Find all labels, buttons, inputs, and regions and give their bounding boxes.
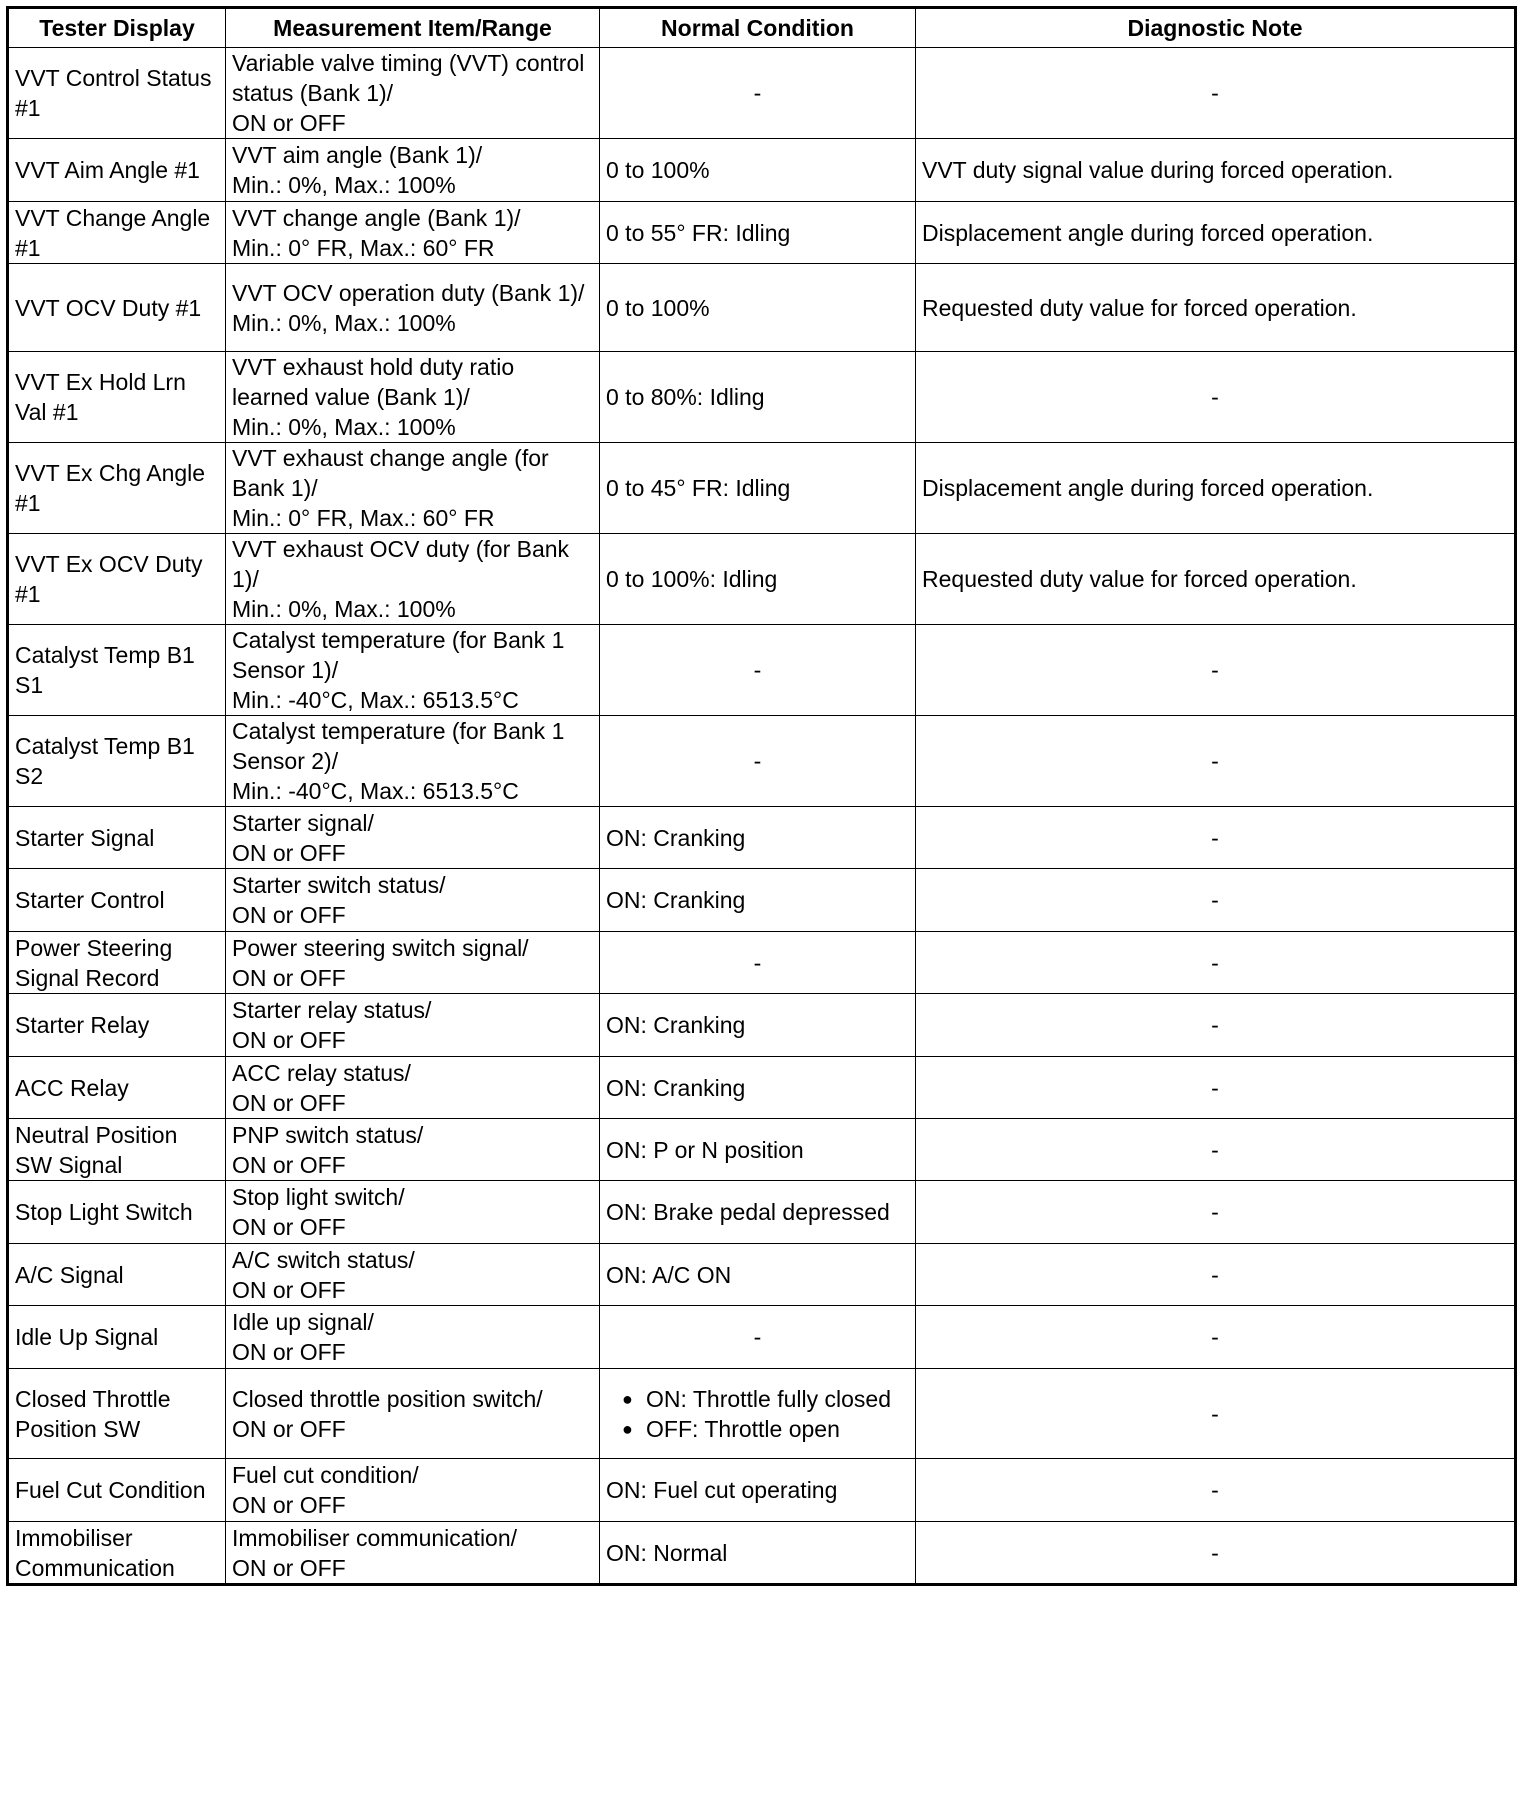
table-row bbox=[8, 1057, 1516, 1119]
normal-condition-text: ON: P or N position bbox=[606, 1136, 804, 1163]
normal-condition-cell bbox=[600, 48, 916, 139]
diagnostic-note-cell bbox=[916, 1306, 1516, 1369]
measurement-item-line: ON or OFF bbox=[232, 839, 346, 866]
tester-display-text: VVT OCV Duty #1 bbox=[15, 294, 202, 321]
table-row bbox=[8, 139, 1516, 202]
diagnostic-note-cell bbox=[916, 716, 1516, 807]
measurement-item-line: Min.: 0° FR, Max.: 60° FR bbox=[232, 505, 495, 531]
tester-display-text: VVT Change Angle #1 bbox=[15, 204, 211, 261]
tester-display-text: VVT Ex Chg Angle #1 bbox=[15, 460, 206, 516]
measurement-item-line: Min.: -40°C, Max.: 6513.5°C bbox=[232, 778, 519, 804]
diagnostic-note-text: Displacement angle during forced operation. bbox=[922, 219, 1374, 246]
diagnostic-note-cell bbox=[916, 534, 1516, 625]
diagnostic-note-text: - bbox=[1211, 949, 1219, 976]
normal-condition-cell bbox=[600, 1119, 916, 1181]
normal-condition-text: ON: Cranking bbox=[606, 1074, 746, 1101]
measurement-item-line: ON or OFF bbox=[232, 1415, 346, 1442]
measurement-item-line: Variable valve timing (VVT) control status (Bank 1)/ bbox=[232, 50, 585, 106]
tester-display-cell bbox=[8, 1057, 226, 1119]
normal-condition-text: ON: Cranking bbox=[606, 1012, 746, 1038]
table-row bbox=[8, 534, 1516, 625]
tester-display-cell bbox=[8, 1119, 226, 1181]
table-row bbox=[8, 807, 1516, 869]
measurement-item-cell bbox=[226, 352, 600, 443]
measurement-item-line: VVT exhaust hold duty ratio learned value (Bank 1)/ bbox=[232, 354, 515, 410]
tester-display-cell bbox=[8, 264, 226, 352]
diagnostic-note-cell bbox=[916, 994, 1516, 1057]
normal-condition-text: 0 to 100%: Idling bbox=[606, 566, 778, 592]
tester-display-text: Power Steering Signal Record bbox=[15, 934, 173, 991]
measurement-item-cell bbox=[226, 1459, 600, 1522]
tester-display-cell bbox=[8, 352, 226, 443]
normal-condition-list bbox=[606, 1384, 909, 1444]
normal-condition-text: - bbox=[753, 1324, 762, 1350]
measurement-item-line: ON or OFF bbox=[232, 110, 346, 136]
normal-condition-cell bbox=[600, 625, 916, 716]
diagnostic-note-cell bbox=[916, 1459, 1516, 1522]
table-row bbox=[8, 352, 1516, 443]
table-row bbox=[8, 443, 1516, 534]
normal-condition-text: 0 to 100% bbox=[606, 157, 710, 183]
diagnostic-note-text: - bbox=[1211, 1136, 1219, 1163]
tester-display-cell bbox=[8, 807, 226, 869]
table-row bbox=[8, 869, 1516, 932]
diagnostic-note-text: - bbox=[1211, 748, 1219, 774]
measurement-item-cell bbox=[226, 869, 600, 932]
table-row bbox=[8, 994, 1516, 1057]
diagnostic-note-text: - bbox=[1211, 1199, 1219, 1225]
diagnostic-note-cell bbox=[916, 139, 1516, 202]
tester-display-text: Idle Up Signal bbox=[15, 1324, 159, 1350]
diagnostic-note-cell bbox=[916, 1057, 1516, 1119]
measurement-item-cell bbox=[226, 264, 600, 352]
normal-condition-cell bbox=[600, 264, 916, 352]
tester-display-text: VVT Ex Hold Lrn Val #1 bbox=[15, 369, 186, 425]
table-row bbox=[8, 48, 1516, 139]
tester-display-cell bbox=[8, 443, 226, 534]
normal-condition-text: ON: Cranking bbox=[606, 824, 746, 851]
tester-display-text: VVT Ex OCV Duty #1 bbox=[15, 551, 203, 607]
tester-display-cell bbox=[8, 1459, 226, 1522]
table-row bbox=[8, 264, 1516, 352]
tester-display-cell bbox=[8, 48, 226, 139]
measurement-item-line: ACC relay status/ bbox=[232, 1059, 411, 1086]
tester-display-text: Stop Light Switch bbox=[15, 1199, 193, 1225]
measurement-item-cell bbox=[226, 443, 600, 534]
measurement-item-line: Min.: 0%, Max.: 100% bbox=[232, 172, 456, 198]
normal-condition-cell bbox=[600, 1244, 916, 1306]
measurement-item-line: ON or OFF bbox=[232, 964, 346, 991]
normal-condition-cell bbox=[600, 1369, 916, 1459]
normal-condition-text: - bbox=[753, 748, 762, 774]
tester-display-text: Starter Relay bbox=[15, 1012, 150, 1038]
table-row bbox=[8, 716, 1516, 807]
normal-condition-text: - bbox=[753, 949, 762, 976]
tester-display-cell bbox=[8, 716, 226, 807]
diagnostic-note-cell bbox=[916, 1181, 1516, 1244]
normal-condition-cell bbox=[600, 869, 916, 932]
measurement-item-cell bbox=[226, 932, 600, 994]
diagnostic-note-cell bbox=[916, 264, 1516, 352]
tester-display-cell bbox=[8, 625, 226, 716]
normal-condition-cell bbox=[600, 1181, 916, 1244]
diagnostic-note-text: - bbox=[1211, 1400, 1219, 1427]
measurement-item-line: VVT exhaust OCV duty (for Bank 1)/ bbox=[232, 536, 570, 592]
measurement-item-line: ON or OFF bbox=[232, 1027, 346, 1053]
normal-condition-text: ON: Cranking bbox=[606, 887, 746, 913]
normal-condition-cell bbox=[600, 1522, 916, 1585]
normal-condition-cell bbox=[600, 1057, 916, 1119]
measurement-item-line: Closed throttle position switch/ bbox=[232, 1385, 543, 1412]
measurement-item-line: Catalyst temperature (for Bank 1 Sensor 1)/ bbox=[232, 627, 565, 683]
measurement-item-line: A/C switch status/ bbox=[232, 1246, 415, 1273]
diagnostic-note-cell bbox=[916, 1119, 1516, 1181]
diagnostic-note-text: - bbox=[1211, 1477, 1219, 1503]
tester-display-cell bbox=[8, 1369, 226, 1459]
measurement-item-line: Power steering switch signal/ bbox=[232, 934, 529, 961]
measurement-item-line: ON or OFF bbox=[232, 1492, 346, 1518]
diagnostic-note-text: - bbox=[1211, 657, 1219, 683]
normal-condition-cell bbox=[600, 1459, 916, 1522]
table-row bbox=[8, 1369, 1516, 1459]
measurement-item-cell bbox=[226, 1119, 600, 1181]
diagnostic-note-text: - bbox=[1211, 80, 1219, 106]
measurement-item-line: VVT OCV operation duty (Bank 1)/ bbox=[232, 279, 585, 306]
normal-condition-text: ON: Fuel cut operating bbox=[606, 1477, 838, 1503]
measurement-item-line: Min.: -40°C, Max.: 6513.5°C bbox=[232, 687, 519, 713]
table-row bbox=[8, 1119, 1516, 1181]
table-row bbox=[8, 1244, 1516, 1306]
tester-display-text: Catalyst Temp B1 S2 bbox=[15, 733, 195, 789]
measurement-item-cell bbox=[226, 139, 600, 202]
normal-condition-text: - bbox=[753, 80, 762, 106]
table-row bbox=[8, 1522, 1516, 1585]
measurement-item-line: Idle up signal/ bbox=[232, 1309, 374, 1335]
measurement-item-line: Min.: 0%, Max.: 100% bbox=[232, 309, 456, 336]
normal-condition-text: ON: A/C ON bbox=[606, 1261, 732, 1288]
table-row bbox=[8, 1181, 1516, 1244]
measurement-item-line: VVT change angle (Bank 1)/ bbox=[232, 204, 521, 231]
diagnostic-note-cell bbox=[916, 48, 1516, 139]
diagnostic-note-text: Requested duty value for forced operation. bbox=[922, 566, 1357, 592]
tester-display-text: Starter Control bbox=[15, 887, 165, 913]
normal-condition-text: 0 to 55° FR: Idling bbox=[606, 219, 791, 246]
normal-condition-cell bbox=[600, 807, 916, 869]
measurement-item-cell bbox=[226, 1244, 600, 1306]
diagnostic-note-cell bbox=[916, 625, 1516, 716]
header-tester-display: Tester Display bbox=[8, 8, 226, 48]
measurement-item-line: ON or OFF bbox=[232, 1339, 346, 1365]
diagnostic-note-cell bbox=[916, 869, 1516, 932]
tester-display-cell bbox=[8, 139, 226, 202]
measurement-item-line: ON or OFF bbox=[232, 1554, 346, 1581]
measurement-item-line: Stop light switch/ bbox=[232, 1184, 405, 1210]
normal-condition-cell bbox=[600, 534, 916, 625]
diagnostic-note-cell bbox=[916, 1522, 1516, 1585]
measurement-item-cell bbox=[226, 1181, 600, 1244]
tester-display-text: Closed Throttle Position SW bbox=[15, 1385, 171, 1442]
measurement-item-cell bbox=[226, 1057, 600, 1119]
diagnostic-note-cell bbox=[916, 202, 1516, 264]
normal-condition-cell bbox=[600, 994, 916, 1057]
header-measurement-item: Measurement Item/Range bbox=[226, 8, 600, 48]
tester-display-text: Neutral Position SW Signal bbox=[15, 1121, 178, 1178]
measurement-item-line: Fuel cut condition/ bbox=[232, 1462, 419, 1488]
diagnostic-note-cell bbox=[916, 807, 1516, 869]
tester-display-text: VVT Aim Angle #1 bbox=[15, 157, 200, 183]
tester-display-cell bbox=[8, 1181, 226, 1244]
measurement-item-line: ON or OFF bbox=[232, 1151, 346, 1178]
diagnostic-note-cell bbox=[916, 932, 1516, 994]
diagnostic-note-text: - bbox=[1211, 887, 1219, 913]
normal-condition-cell bbox=[600, 932, 916, 994]
table-body bbox=[8, 48, 1516, 1585]
diagnostic-note-text: - bbox=[1211, 1324, 1219, 1350]
diagnostic-note-text: VVT duty signal value during forced operation. bbox=[922, 157, 1394, 183]
table-row bbox=[8, 1306, 1516, 1369]
diagnostic-note-cell bbox=[916, 1369, 1516, 1459]
diagnostic-note-text: - bbox=[1211, 1012, 1219, 1038]
header-diagnostic-note: Diagnostic Note bbox=[916, 8, 1516, 48]
measurement-item-line: VVT aim angle (Bank 1)/ bbox=[232, 142, 483, 168]
normal-condition-text: ON: Normal bbox=[606, 1539, 728, 1566]
measurement-item-line: ON or OFF bbox=[232, 1089, 346, 1116]
tester-display-cell bbox=[8, 869, 226, 932]
diagnostic-note-text: - bbox=[1211, 384, 1219, 410]
diagnostic-note-text: - bbox=[1211, 1261, 1219, 1288]
normal-condition-cell bbox=[600, 443, 916, 534]
measurement-item-line: PNP switch status/ bbox=[232, 1121, 424, 1148]
tester-display-cell bbox=[8, 534, 226, 625]
measurement-item-line: Starter relay status/ bbox=[232, 997, 432, 1023]
measurement-item-cell bbox=[226, 534, 600, 625]
tester-display-cell bbox=[8, 994, 226, 1057]
normal-condition-text: ON: Brake pedal depressed bbox=[606, 1199, 890, 1225]
tester-display-cell bbox=[8, 932, 226, 994]
data-monitor-table bbox=[6, 6, 1517, 1586]
tester-display-text: Immobiliser Communication bbox=[15, 1524, 175, 1581]
tester-display-text: ACC Relay bbox=[15, 1074, 129, 1101]
normal-condition-cell bbox=[600, 1306, 916, 1369]
measurement-item-cell bbox=[226, 1522, 600, 1585]
measurement-item-line: Min.: 0%, Max.: 100% bbox=[232, 414, 456, 440]
measurement-item-line: ON or OFF bbox=[232, 902, 346, 928]
measurement-item-line: Catalyst temperature (for Bank 1 Sensor 2)/ bbox=[232, 718, 565, 774]
diagnostic-note-cell bbox=[916, 443, 1516, 534]
tester-display-cell bbox=[8, 202, 226, 264]
table-row bbox=[8, 625, 1516, 716]
table-row bbox=[8, 932, 1516, 994]
tester-display-text: Starter Signal bbox=[15, 824, 155, 851]
measurement-item-cell bbox=[226, 994, 600, 1057]
diagnostic-note-text: - bbox=[1211, 1539, 1219, 1566]
measurement-item-line: ON or OFF bbox=[232, 1276, 346, 1303]
normal-condition-text: 0 to 100% bbox=[606, 294, 710, 321]
measurement-item-line: Immobiliser communication/ bbox=[232, 1524, 518, 1551]
measurement-item-line: Starter switch status/ bbox=[232, 872, 446, 898]
diagnostic-note-cell bbox=[916, 352, 1516, 443]
tester-display-text: A/C Signal bbox=[15, 1261, 124, 1288]
tester-display-text: Catalyst Temp B1 S1 bbox=[15, 642, 195, 698]
normal-condition-text: 0 to 45° FR: Idling bbox=[606, 475, 791, 501]
tester-display-cell bbox=[8, 1244, 226, 1306]
table-row bbox=[8, 1459, 1516, 1522]
normal-condition-text: 0 to 80%: Idling bbox=[606, 384, 765, 410]
diagnostic-note-text: - bbox=[1211, 824, 1219, 851]
measurement-item-line: VVT exhaust change angle (for Bank 1)/ bbox=[232, 445, 549, 501]
tester-display-cell bbox=[8, 1306, 226, 1369]
normal-condition-bullet: ● OFF: Throttle open bbox=[606, 1414, 909, 1444]
measurement-item-cell bbox=[226, 48, 600, 139]
diagnostic-note-text: - bbox=[1211, 1074, 1219, 1101]
normal-condition-text: - bbox=[753, 657, 762, 683]
measurement-item-cell bbox=[226, 807, 600, 869]
measurement-item-line: Min.: 0° FR, Max.: 60° FR bbox=[232, 234, 495, 261]
normal-condition-cell bbox=[600, 202, 916, 264]
normal-condition-cell bbox=[600, 716, 916, 807]
table-row bbox=[8, 202, 1516, 264]
diagnostic-note-cell bbox=[916, 1244, 1516, 1306]
measurement-item-line: Starter signal/ bbox=[232, 809, 374, 836]
diagnostic-note-text: Requested duty value for forced operation. bbox=[922, 294, 1357, 321]
tester-display-cell bbox=[8, 1522, 226, 1585]
diagnostic-note-text: Displacement angle during forced operation. bbox=[922, 475, 1374, 501]
measurement-item-cell bbox=[226, 1369, 600, 1459]
normal-condition-cell bbox=[600, 352, 916, 443]
measurement-item-cell bbox=[226, 716, 600, 807]
measurement-item-cell bbox=[226, 1306, 600, 1369]
measurement-item-line: ON or OFF bbox=[232, 1214, 346, 1240]
tester-display-text: Fuel Cut Condition bbox=[15, 1477, 206, 1503]
measurement-item-line: Min.: 0%, Max.: 100% bbox=[232, 596, 456, 622]
measurement-item-cell bbox=[226, 625, 600, 716]
normal-condition-bullet: ● ON: Throttle fully closed bbox=[606, 1384, 909, 1414]
normal-condition-cell bbox=[600, 139, 916, 202]
header-row bbox=[8, 8, 1516, 48]
tester-display-text: VVT Control Status #1 bbox=[15, 65, 212, 121]
header-normal-condition: Normal Condition bbox=[600, 8, 916, 48]
measurement-item-cell bbox=[226, 202, 600, 264]
